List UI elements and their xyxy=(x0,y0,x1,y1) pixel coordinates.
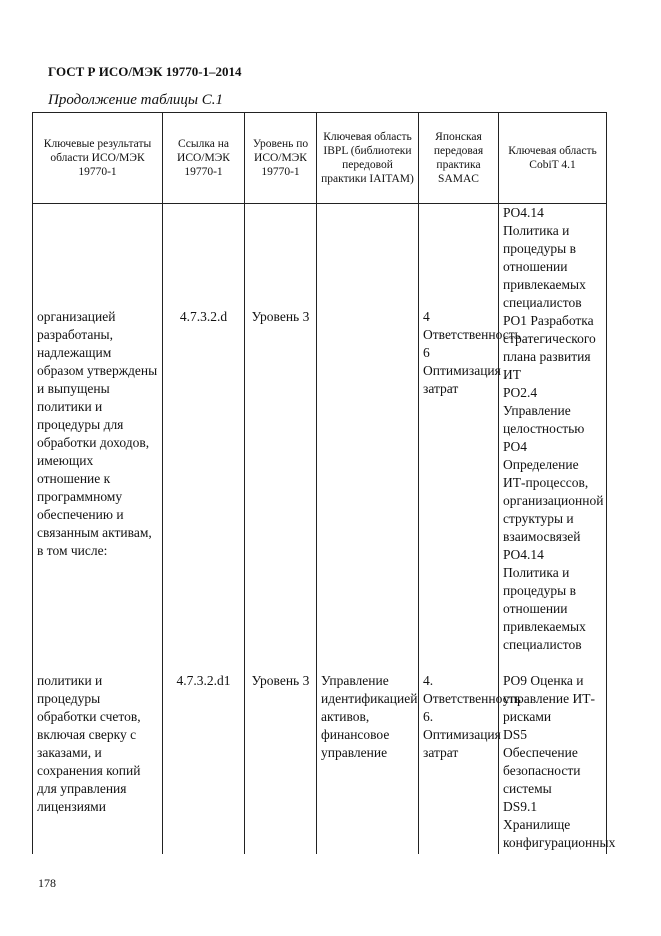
samac-cell: 4. Ответственность 6. Оптимизация затрат xyxy=(419,672,499,854)
mapping-table xyxy=(32,112,616,854)
column-header: Ссылка на ИСО/МЭК 19770-1 xyxy=(163,113,245,204)
table-row xyxy=(33,672,607,854)
cobit-cell: PO9 Оценка и управление ИТ-рисками DS5 Обеспечение безопасности системы DS9.1 Хранилище конфигурационных xyxy=(499,672,607,854)
document-title: ГОСТ Р ИСО/МЭК 19770-1–2014 xyxy=(48,64,242,79)
table-header-row xyxy=(33,113,607,204)
column-header: Уровень по ИСО/МЭК 19770-1 xyxy=(245,113,317,204)
column-header: Ключевая область IBPL (библиотеки передовой практики IAITAM) xyxy=(317,113,419,204)
level-cell: Уровень 3 xyxy=(245,672,317,854)
reference-cell: 4.7.3.2.d1 xyxy=(163,672,245,854)
column-header: Ключевая область CobiT 4.1 xyxy=(499,113,607,204)
level-cell: Уровень 3 xyxy=(245,204,317,672)
page-number: 178 xyxy=(38,876,56,890)
column-header: Ключевые результаты области ИСО/МЭК 19770-1 xyxy=(33,113,163,204)
result-cell: организацией разработаны, надлежащим образом утверждены и выпущены политики и процедуры для обработки доходов, имеющих отношение к программному обеспечению и связанным активам, в том числе: xyxy=(33,204,163,672)
samac-cell: 4 Ответственность 6 Оптимизация затрат xyxy=(419,204,499,672)
ibpl-cell xyxy=(317,204,419,672)
result-cell: политики и процедуры обработки счетов, включая сверку с заказами, и сохранения копий для управления лицензиями xyxy=(33,672,163,854)
table-row xyxy=(33,204,607,672)
reference-cell: 4.7.3.2.d xyxy=(163,204,245,672)
cobit-cell: PO4.14 Политика и процедуры в отношении привлекаемых специалистов PO1 Разработка стратегического плана развития ИТ PO2.4 Управление целостностью PO4 Определение ИТ-процессов, организационной структуры и взаимосвязей PO4.14 Политика и процедуры в отношении привлекаемых специалистов xyxy=(499,204,607,672)
table-continuation-caption: Продолжение таблицы С.1 xyxy=(48,92,224,108)
ibpl-cell: Управление идентификацией активов, финансовое управление xyxy=(317,672,419,854)
column-header: Японская передовая практика SAMAC xyxy=(419,113,499,204)
